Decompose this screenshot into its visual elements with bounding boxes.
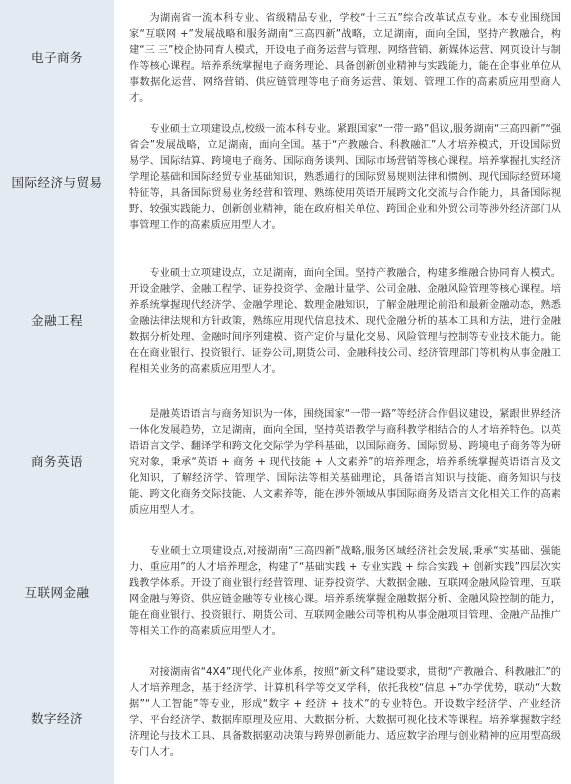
major-name: 商务英语 <box>30 454 83 469</box>
major-name-cell <box>0 652 114 784</box>
major-row-digital-economy <box>0 652 571 784</box>
major-description: 专业硕士立项建设点,对接湖南“三高四新”战略,服务区域经济社会发展,秉承“实基础、强能力、重应用”的人才培养理念，构建了“基础实践 + 专业实践 + 综合实践 + 创新实践”四层次实践教学体系。开设了商业银行经营管理、证券投资学、大数据金融、互联网金融风险管理、互联网金融与筹资、供应链金融等专业核心课。培养系统掌握金融数据分析、金融风险控制的能力，能在商业银行、投资银行、期货公司、互联网金融公司等机构从事金融项目管理、金融产品推广等相关工作的高素质应用型人才。 <box>129 546 561 637</box>
major-name-cell <box>0 532 114 652</box>
major-name-cell <box>0 114 114 250</box>
major-name: 互联网金融 <box>24 585 90 600</box>
major-name: 金融工程 <box>30 313 83 328</box>
major-description: 是融英语语言与商务知识为一体，围绕国家“一带一路”等经济合作倡议建设，紧跟世界经济一体化发展趋势，立足湖南，面向全国，坚持英语教学与商科教学相结合的人才培养特色。以英语语言文学、翻译学和跨文化交际学为学科基础，以国际商务、国际贸易、跨境电子商务等为研究对象，秉承“英语 + 商务 + 现代技能 + 人文素养”的培养理念，培养系统掌握英语语言及文化知识，了解经济学、管理学、国际法等相关基础理论，具备语言知识与技能、商务知识与技能、跨文化商务交际技能、人文素养等，能在涉外领域从事国际商务及语言文化相关工作的高素质应用型人才。 <box>129 409 561 516</box>
major-description: 专业硕士立项建设点，立足湖南，面向全国。坚持产教融合，构建多维融合协同育人模式。开设金融学、金融工程学、证券投资学、金融计量学、公司金融、金融风险管理等核心课程。培养系统掌握现代经济学、金融学理论、数理金融知识，了解金融理论前沿和最新金融动态，熟悉金融法律法规和方针政策，熟练应用现代信息技术、现代金融分析的基本工具和方法，进行金融数据分析处理、金融时间序列建模、资产定价与量化交易、风险管理与控制等专业技术能力。能在在商业银行、投资银行、证券公司,期货公司、金融科技公司、经济管理部门等机构从事金融工程相关业务的高素质应用型人才。 <box>129 268 561 375</box>
major-description: 专业硕士立项建设点,校级一流本科专业。紧跟国家“一带一路”倡议,服务湖南“三高四新”“强省会”发展战略，立足湖南，面向全国。基于“产教融合、科教融汇”人才培养模式，开设国际贸易学、国际结算、跨境电子商务、国际商务谈判、国际市场营销等核心课程。培养掌握扎实经济学理论基础和国际经贸专业基础知识，熟悉通行的国际贸易规则法律和惯例、现代国际经贸环境特征等，具备国际贸易业务经营和管理、熟练使用英语开展跨文化交流与合作能力，具备国际视野、较强实践能力、创新创业精神，能在政府相关单位、跨国企业和外贸公司等涉外经济部门从事管理工作的高素质应用型人才。 <box>129 124 561 231</box>
major-row-internet-finance <box>0 532 571 652</box>
major-description: 为湖南省一流本科专业、省级精品专业，学校“十三五”综合改革试点专业。本专业围绕国家“互联网 +”发展战略和服务湖南“三高四新”战略，立足湖南，面向全国，坚持产教融合，构建“三 三”校企协同育人模式，开设电子商务运营与管理、网络营销、新媒体运营、网页设计与制作等核心课程。培养系统掌握电子商务理论、具备创新创业精神与实践能力，能在企事业单位从事数据化运营、网络营销、供应链管理等电子商务运营、策划、管理工作的高素质应用型商人才。 <box>129 13 561 104</box>
major-row-electronic-commerce <box>0 0 571 114</box>
major-name: 国际经济与贸易 <box>11 175 103 190</box>
major-row-financial-engineering <box>0 250 571 390</box>
major-description-cell <box>114 390 571 532</box>
major-description: 对接湖南省“4X4”现代化产业体系，按照“新文科”建设要求，贯彻“产教融合、科教融汇”的人才培养理念，基于经济学、计算机科学等交叉学科，依托我校“信息 +”办学优势，联动“大数据”“人工智能”等专业，形成“数字 + 经济 + 技术”的专业特色。开设数字经济学、产业经济学、平台经济学、数据库原理及应用、大数据分析、大数据可视化技术等课程。培养掌握数字经济理论与技术工具、具备数据驱动决策与跨界创新能力、适应数字治理与创业精神的应用型高级专门人才。 <box>129 667 561 758</box>
major-name-cell <box>0 0 114 114</box>
major-name-cell <box>0 250 114 390</box>
major-name: 数字经济 <box>30 711 83 726</box>
major-description-cell <box>114 250 571 390</box>
major-row-international-trade <box>0 114 571 250</box>
major-name-cell <box>0 390 114 532</box>
major-description-cell <box>114 652 571 784</box>
major-description-cell <box>114 114 571 250</box>
major-description-cell <box>114 532 571 652</box>
major-name: 电子商务 <box>30 50 83 65</box>
major-row-business-english <box>0 390 571 532</box>
major-description-cell <box>114 0 571 114</box>
